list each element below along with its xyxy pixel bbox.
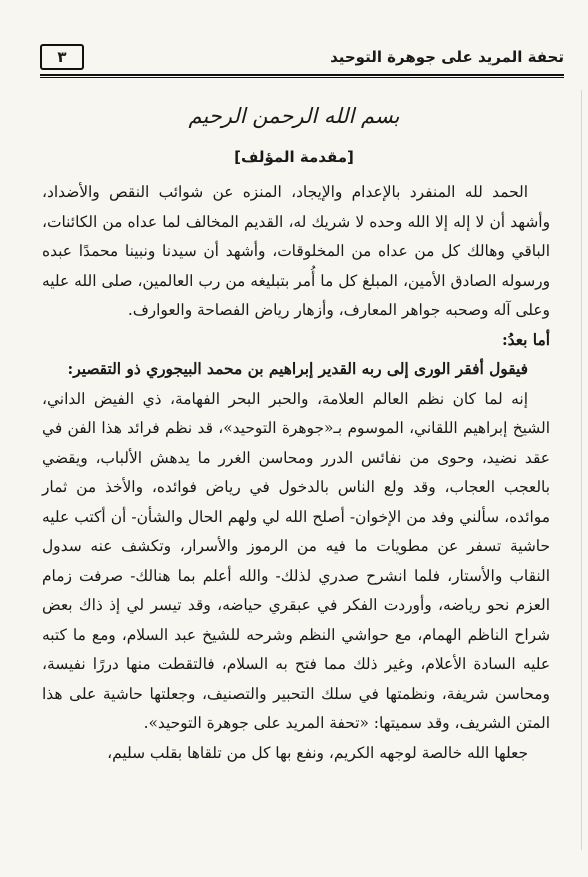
paragraph-main: إنه لما كان نظم العالم العلامة، والحبر البحر الفهامة، ذي الفيض الداني، الشيخ إبراهيم اللقاني، الموسوم بـ«جوهرة التوحيد»، قد نظم فرائد هذا الفن في عقد نضيد، وحوى من نفائس الدرر ومحاسن الغرر ما يدهش الألباب، ويقضي بالعجب العجاب، وقد ولع الناس بالدخول في رياض فوائده، والأخذ من ثمار موائده، سألني وفد من الإخوان- أصلح الله لي ولهم الحال والشأن- أن أكتب عليه حاشية تسفر عن مطويات ما فيه من الرموز والأسرار، وتكشف عنه سدول النقاب والأستار، فلما انشرح صدري لذلك- والله أعلم بما هنالك- صرفت زمام العزم نحو رياضه، وأوردت الفكر في عبقري حياضه، وقد تيسر لي إذ ذاك بعض شراح الناظم الهمام، مع حواشي النظم وشرحه للشيخ عبد السلام، ومع ما كتبه عليه السادة الأعلام، وغير ذلك مما فتح به السلام، فالتقطت منها دررًا نفيسة، ومحاسن شريفة، ونظمتها في سلك التحبير والتصنيف، وجعلتها حاشية على هذا المتن الشريف، وقد سميتها: «تحفة المريد على جوهرة التوحيد». bbox=[42, 389, 550, 732]
margin-line bbox=[581, 90, 582, 850]
page-number: ٣ bbox=[40, 44, 84, 70]
bismillah-calligraphy: بسم الله الرحمن الرحيم bbox=[188, 104, 400, 128]
paragraph-dua: جعلها الله خالصة لوجهه الكريم، ونفع بها كل من تلقاها بقلب سليم، bbox=[107, 743, 528, 762]
header-rule bbox=[40, 74, 564, 76]
running-title: تحفة المريد على جوهرة التوحيد bbox=[330, 48, 564, 66]
body-text bbox=[42, 178, 550, 768]
paragraph-praise: الحمد لله المنفرد بالإعدام والإيجاد، المنزه عن شوائب النقص والأضداد، وأشهد أن لا إله إلا الله وحده لا شريك له، القديم المخالف لما عداه من الكائنات، الباقي وهالك كل من عداه من المخلوقات، وأشهد أن سيدنا ونبينا محمدًا عبده ورسوله الصادق الأمين، المبلغ كل ما أُمر بتبليغه من رب العالمين، صلى الله عليه وعلى آله وصحبه جواهر المعارف، وأزهار رياض الفصاحة والعوارف. bbox=[42, 183, 550, 319]
page-header bbox=[40, 44, 564, 70]
paragraph-amma-bad: أما بعدُ: bbox=[501, 330, 550, 349]
section-title: [مقدمة المؤلف] bbox=[234, 148, 354, 166]
header-rule-thin bbox=[40, 77, 564, 78]
paragraph-author-intro: فيقول أفقر الورى إلى ربه القدير إبراهيم بن محمد البيجوري ذو التقصير: bbox=[67, 360, 528, 378]
